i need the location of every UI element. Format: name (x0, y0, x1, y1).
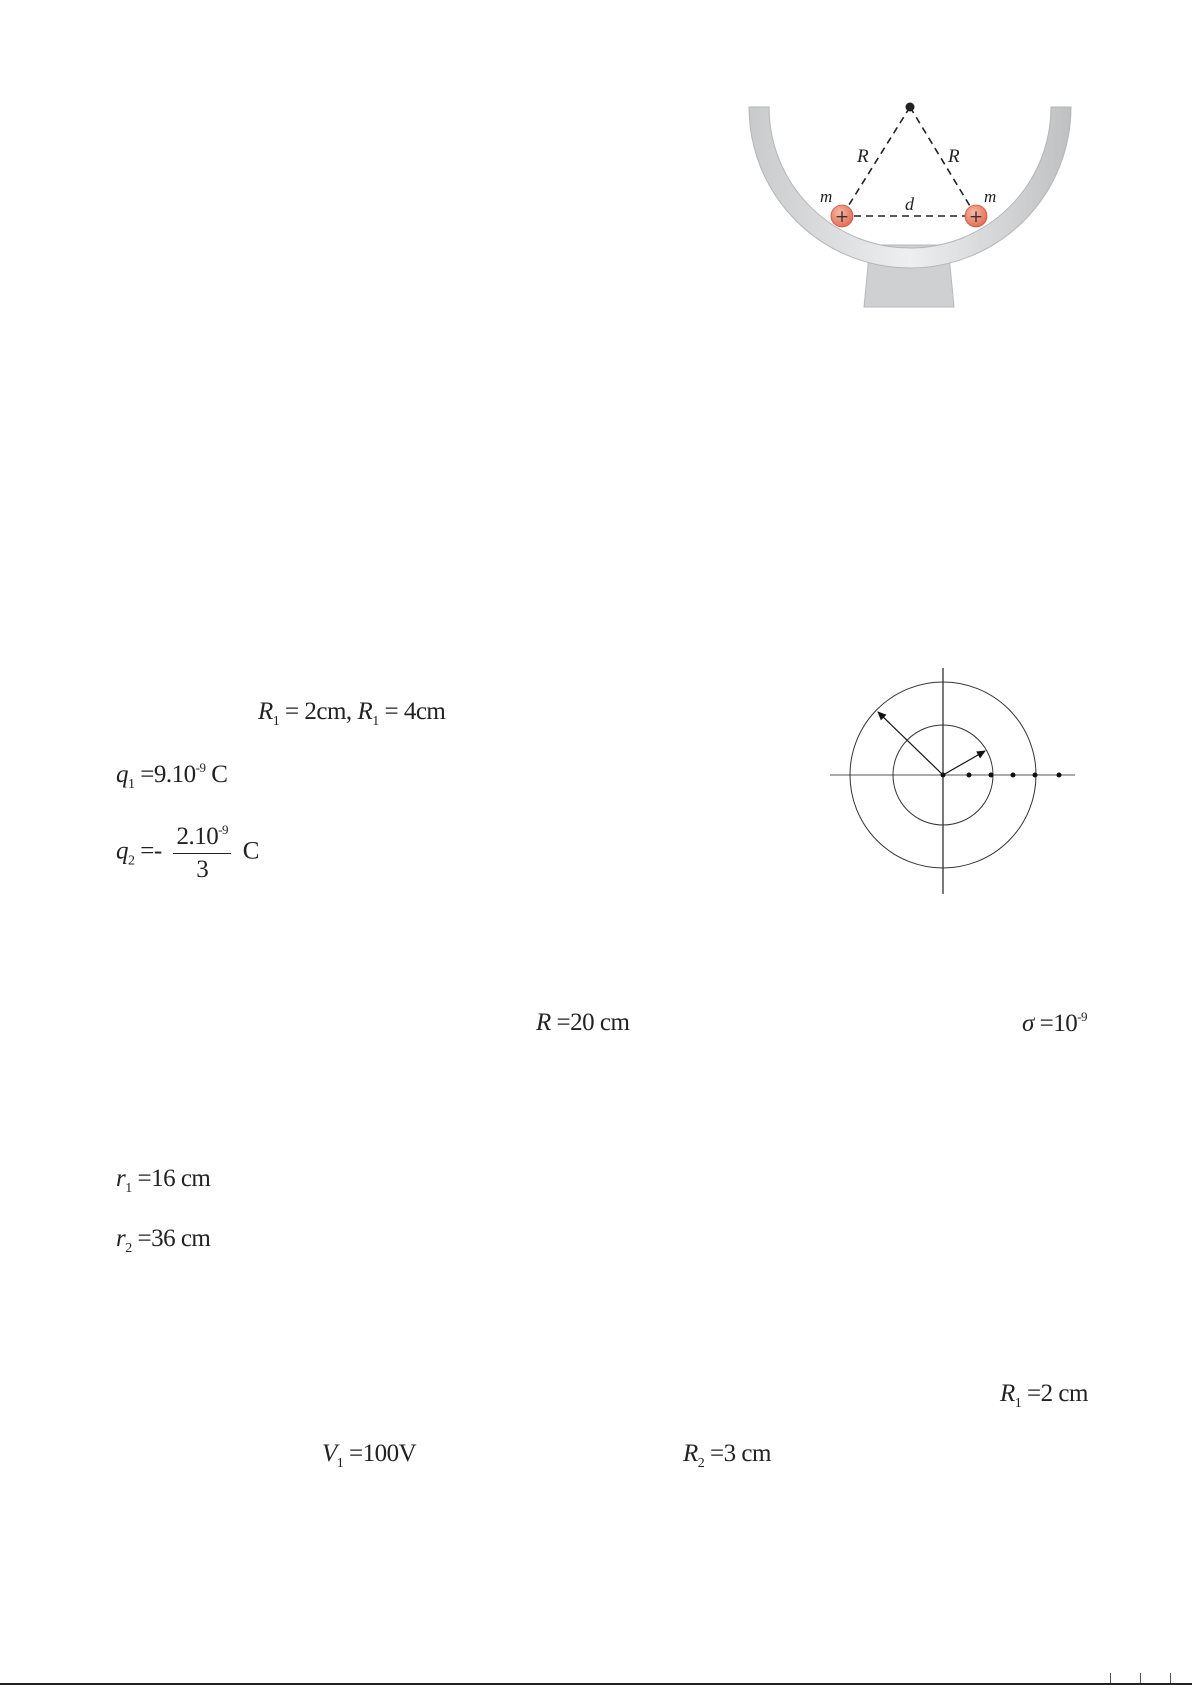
bowl-figure (740, 95, 1080, 310)
charge-right (965, 205, 987, 227)
R1-equation: $R_1 =2$ cm (1000, 1380, 1088, 1411)
label-R-right: R (948, 146, 960, 167)
svg-text:+: + (968, 207, 984, 227)
r2-equation: $r_2 =36$ cm (116, 1225, 211, 1256)
label-m-right: m (984, 187, 997, 206)
q2-equation: $q_2$ =- $\frac{2.10^{-9}}{3}$ C (116, 822, 259, 883)
label-m-left: m (820, 187, 833, 206)
footer-mark (1110, 1673, 1111, 1683)
svg-text:+: + (834, 207, 850, 227)
charge-left (831, 205, 853, 227)
V1-equation: $V_1 =100V$ (322, 1440, 417, 1471)
inner-radius-arrow (943, 751, 985, 775)
radii-equation: $R_1 = 2cm$, $R_1 = 4cm$ (258, 698, 446, 729)
R-equation: R =20 cm (536, 1009, 630, 1036)
footer-mark (1170, 1673, 1171, 1683)
q1-equation: $q_1 =9.10^{-9}$ C (116, 760, 228, 792)
R2-equation: $R_2 =3$ cm (683, 1440, 771, 1471)
pivot-point (906, 103, 915, 112)
r1-equation: $r_1 =16$ cm (116, 1165, 211, 1196)
label-R-left: R (857, 146, 869, 167)
outer-radius-arrow (878, 712, 943, 775)
footer-mark (1140, 1673, 1141, 1683)
label-d: d (905, 194, 914, 214)
sigma-equation: $\sigma =10^{-9}$ (1022, 1009, 1088, 1037)
concentric-spheres-figure (830, 668, 1080, 898)
bowl-shell (749, 107, 1071, 268)
q2-fraction: $\frac{2.10^{-9}}{3}$ (173, 822, 231, 884)
